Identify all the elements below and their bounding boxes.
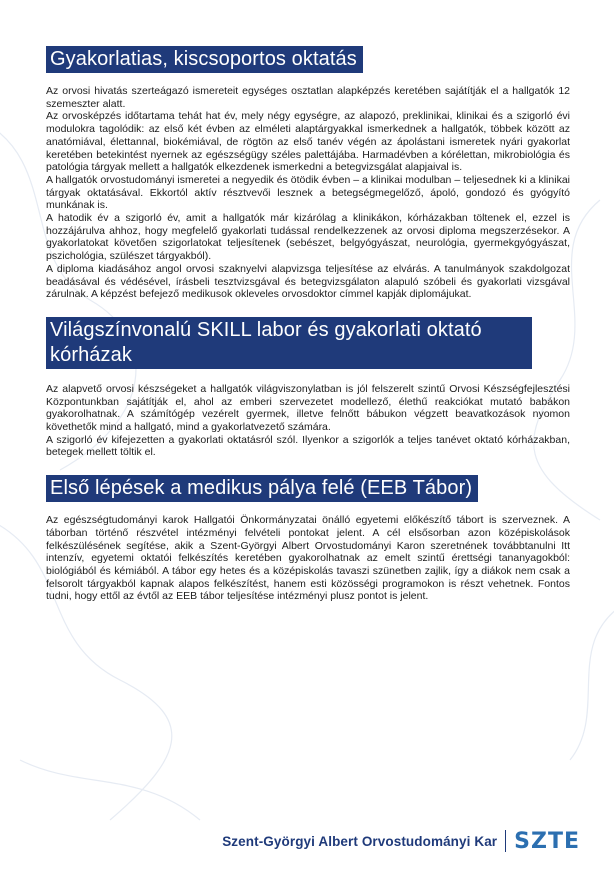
faculty-name: Szent-Györgyi Albert Orvostudományi Kar [222, 833, 498, 849]
szte-logo: SZTE [514, 828, 580, 854]
section-eeb-camp [46, 475, 570, 603]
paragraph: A szigorló év kifejezetten a gyakorlati oktatásról szól. Ilyenkor a szigorlók a teljes tanévet oktató kórházakban, betegek mellett töltik el. [46, 433, 570, 459]
section-body [46, 85, 570, 301]
page-content [46, 46, 570, 603]
section-heading: Világszínvonalú SKILL labor és gyakorlati oktató kórházak [46, 317, 532, 369]
section-skill-lab [46, 317, 570, 459]
paragraph: A hallgatók orvostudományi ismeretei a negyedik és ötödik évben – a klinikai modulban – teljesednek ki a klinikai tárgyak oktatásával. Ekkortól aktív résztvevői lesznek a betegségmegelőző, ápoló, gondozó és gyógyító munkának is. [46, 173, 570, 212]
section-heading: Gyakorlatias, kiscsoportos oktatás [46, 46, 363, 73]
section-body [46, 514, 570, 603]
paragraph: A hatodik év a szigorló év, amit a hallgatók már kizárólag a klinikákon, kórházakban töltenek el, ezzel is hozzájárulva ahhoz, hogy megfelelő gyakorlati tudással rendelkezzenek az orvosi diploma megszerzésekor. A gyakorlatokat követően szigorlatokat teljesítenek (sebészet, belgyógyászat, neurológia, gyermekgyógyászat, pszichológia, szülészet tárgyakból). [46, 212, 570, 263]
footer [160, 826, 580, 856]
paragraph: Az orvosi hivatás szerteágazó ismereteit egységes osztatlan alapképzés keretében sajátítják el a hallgatók 12 szemeszter alatt. [46, 85, 570, 110]
paragraph: Az alapvető orvosi készségeket a hallgatók világviszonylatban is jól felszerelt szintű Orvosi Készségfejlesztési Központunkban sajátítják el, ahol az emberi szervezetet modellező, élethű reakciókat mutató babákon gyakorolhatnak. A számítógép vezérelt gyermek, illetve felnőtt bábukon végzett beavatkozások nyomon követhetők mind a hallgató, mind a gyakorlatvezető számára. [46, 382, 570, 434]
paragraph: Az orvosképzés időtartama tehát hat év, mely négy egységre, az alapozó, preklinikai, klinikai és a szigorló évi modulokra tagolódik: az első két évben az elméleti alaptárgyakkal ismerkednek a hallgatók, többek között az anatómiával, élettannal, biokémiával, de rögtön az első tanév végén az ápolástani ismeretek nyári gyakorlat keretében betekintést nyernek az egészségügy széles palettájába. Harmadévben a kórélettan, mikrobiológia és patológia tárgyak mellett a hallgatók elkezdenek ismerkedni a betegvizsgálat alapjaival is. [46, 110, 570, 174]
footer-divider [505, 830, 506, 852]
paragraph: A diploma kiadásához angol orvosi szaknyelvi alapvizsga teljesítése az elvárás. A tanulmányok szakdolgozat beadásával és védésével, írásbeli tesztvizsgával és betegvizsgálaton alapuló szóbeli és gyakorlati vizsgával zárulnak. A képzést befejező medikusok okleveles orvosdoktor címmel kapják diplomájukat. [46, 262, 570, 301]
section-heading: Első lépések a medikus pálya felé (EEB Tábor) [46, 475, 478, 502]
paragraph: Az egészségtudományi karok Hallgatói Önkormányzatai önálló egyetemi előkészítő tábort is szerveznek. A táborban történő részvétel intézményi felvételi pontokat jelent. A cél elsősorban azon középiskolások felkészülésének segítése, akik a Szent-Györgyi Albert Orvostudományi Karon szeretnének továbbtanulni Itt intenzív, egyetemi oktatói felkészítés keretében gyakorolhatnak az emelt szintű érettségi tananyagokból: biológiából és kémiából. A tábor egy hetes és a középiskolás tavaszi szünetben zajlik, így a diákok nem csak a felsorolt tárgyakból kapnak alapos felkészítést, hanem esti közösségi programokon is részt vehetnek. Fontos tudni, hogy ettől az évtől az EEB tábor teljesítése intézményi plusz pontot is jelent. [46, 514, 570, 603]
section-body [46, 383, 570, 459]
section-practical-education [46, 46, 570, 301]
